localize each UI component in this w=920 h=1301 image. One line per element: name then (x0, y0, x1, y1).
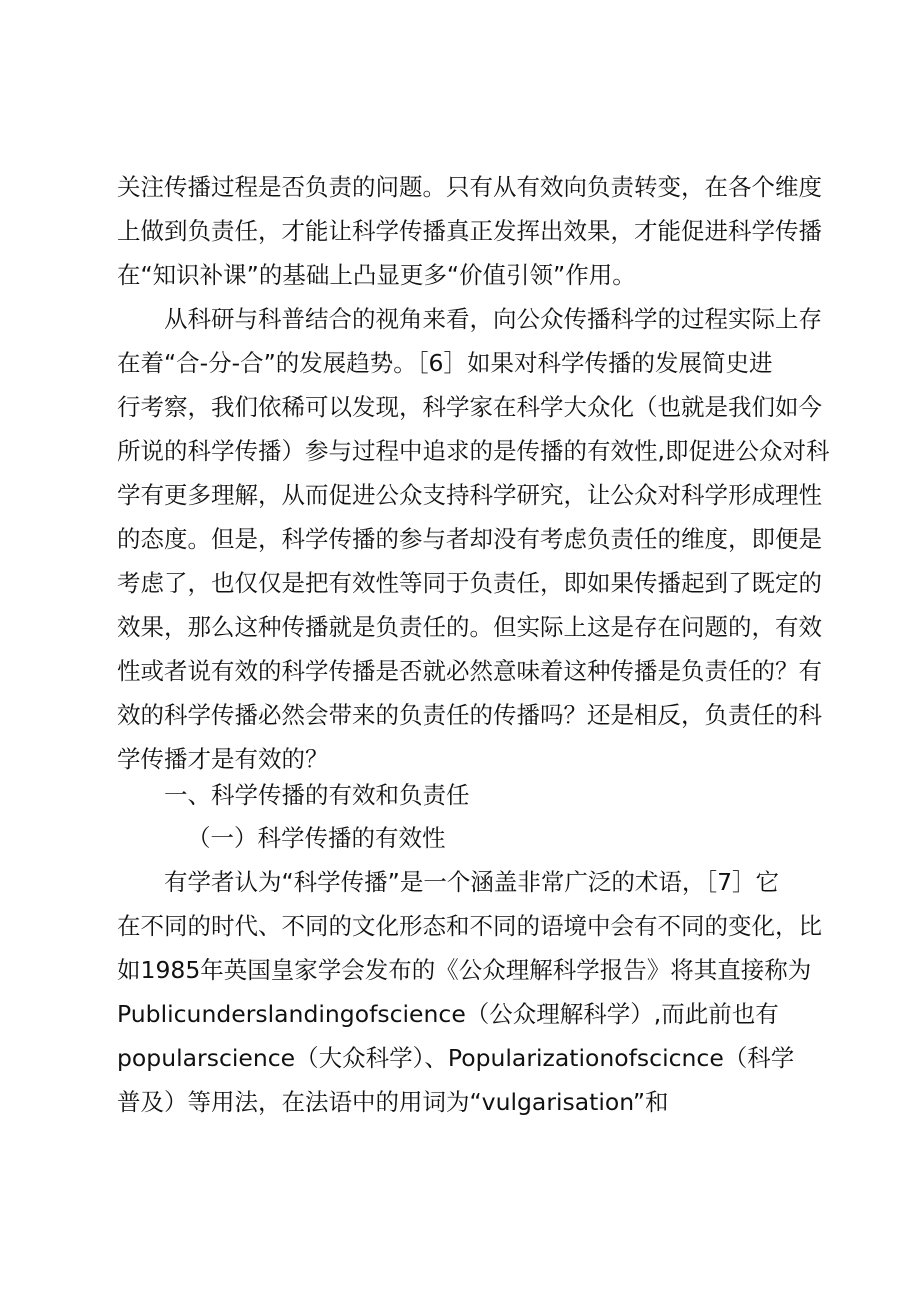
body-text-line: 性或者说有效的科学传播是否就必然意味着这种传播是负责任的？有 (117, 657, 822, 685)
body-text-line: 效的科学传播必然会带来的负责任的传播吗？还是相反，负责任的科 (117, 701, 822, 729)
body-text-line: 学传播才是有效的？ (117, 745, 329, 773)
body-text-line: 关注传播过程是否负责的问题。只有从有效向负责转变，在各个维度 (117, 173, 822, 201)
body-text-line: 普及）等用法，在法语中的用词为“vulgarisation”和 (117, 1088, 669, 1116)
paragraph-start-line: 从科研与科普结合的视角来看，向公众传播科学的过程实际上存 (164, 305, 822, 333)
body-text-line: Publicunderslandingofscience（公众理解科学）,而此前也有 (117, 1000, 779, 1028)
body-text-line: 上做到负责任，才能让科学传播真正发挥出效果，才能促进科学传播 (117, 217, 822, 245)
body-text-line: 所说的科学传播）参与过程中追求的是传播的有效性,即促进公众对科 (117, 437, 830, 465)
section-heading: 一、科学传播的有效和负责任 (164, 781, 470, 809)
paragraph-start-line: 有学者认为“科学传播”是一个涵盖非常广泛的术语，［7］它 (164, 868, 780, 896)
body-text-line: 学有更多理解，从而促进公众支持科学研究，让公众对科学形成理性 (117, 481, 822, 509)
body-text-line: 效果，那么这种传播就是负责任的。但实际上这是存在问题的，有效 (117, 613, 822, 641)
body-text-line: 的态度。但是，科学传播的参与者却没有考虑负责任的维度，即便是 (117, 525, 822, 553)
subsection-heading: （一）科学传播的有效性 (187, 824, 446, 852)
body-text-line: 在“知识补课”的基础上凸显更多“价值引领”作用。 (117, 261, 636, 289)
body-text-line: 在不同的时代、不同的文化形态和不同的语境中会有不同的变化，比 (117, 912, 822, 940)
body-text-line: popularscience（大众科学）、Popularizationofscicnce（科学 (117, 1044, 795, 1072)
body-text-line: 考虑了，也仅仅是把有效性等同于负责任，即如果传播起到了既定的 (117, 569, 822, 597)
body-text-line: 行考察，我们依稀可以发现，科学家在科学大众化（也就是我们如今 (117, 393, 822, 421)
body-text-line: 在着“合-分-合”的发展趋势。［6］如果对科学传播的发展简史进 (117, 349, 773, 377)
body-text-line: 如1985年英国皇家学会发布的《公众理解科学报告》将其直接称为 (117, 956, 812, 984)
